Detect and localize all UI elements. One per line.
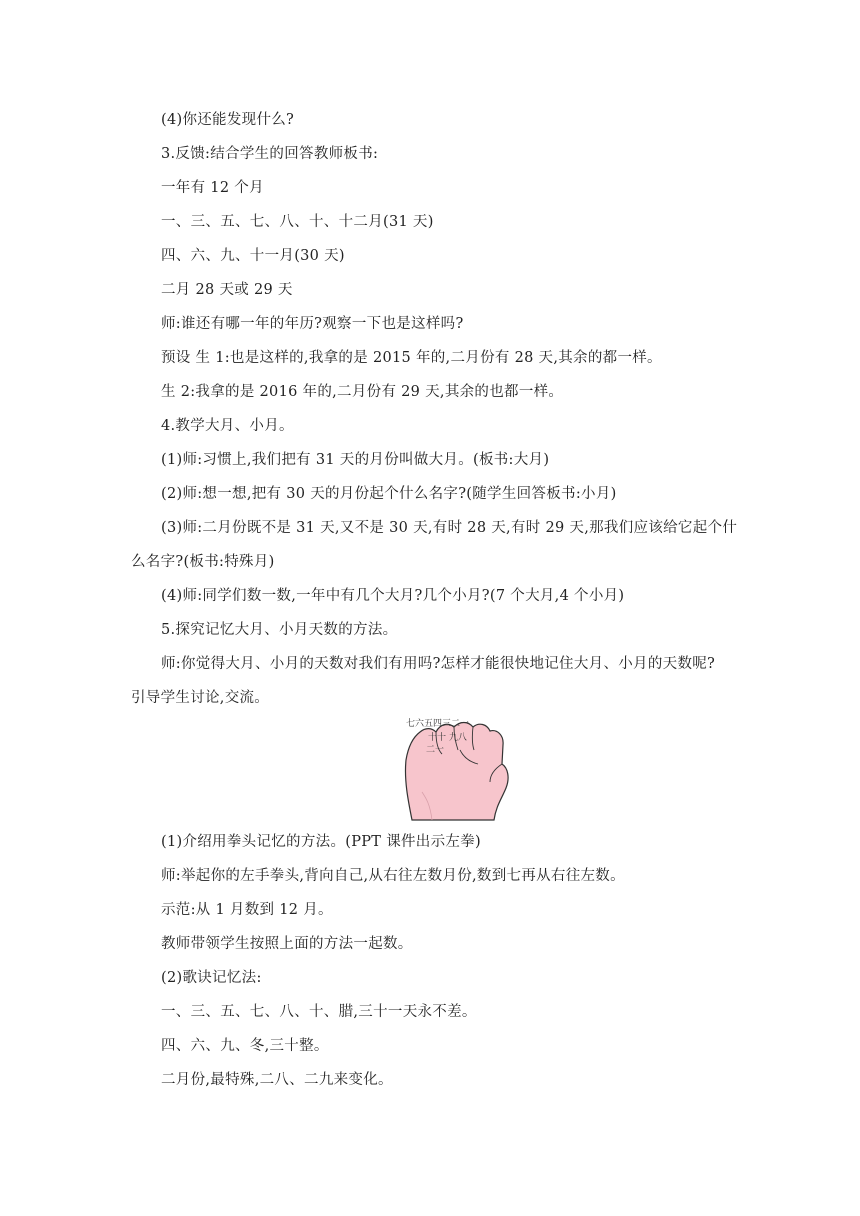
student-line: 生 2:我拿的是 2016 年的,二月份有 29 天,其余的也都一样。 <box>161 384 564 400</box>
question-line: (4)你还能发现什么? <box>161 112 295 128</box>
demo-line: 示范:从 1 月数到 12 月。 <box>161 902 333 918</box>
teacher-line: 师:你觉得大月、小月的天数对我们有用吗?怎样才能很快地记住大月、小月的天数呢? <box>161 656 716 672</box>
method-heading: (1)介绍用拳头记忆的方法。(PPT 课件出示左拳) <box>161 834 481 850</box>
svg-text:七六五四三二一: 七六五四三二一 <box>406 719 470 729</box>
svg-text:二一: 二一 <box>426 745 445 755</box>
student-line: 预设 生 1:也是这样的,我拿的是 2015 年的,二月份有 28 天,其余的都一样。 <box>161 350 662 366</box>
teacher-line: (3)师:二月份既不是 31 天,又不是 30 天,有时 28 天,有时 29 天,那我们应该给它起个什 <box>161 520 738 536</box>
step-heading: 3.反馈:结合学生的回答教师板书: <box>161 146 379 162</box>
teacher-line: 师:谁还有哪一年的年历?观察一下也是这样吗? <box>161 316 464 332</box>
teacher-line: (2)师:想一想,把有 30 天的月份起个什么名字?(随学生回答板书:小月) <box>161 486 617 502</box>
teacher-line-continued: 么名字?(板书:特殊月) <box>131 554 275 570</box>
rhyme-line: 四、六、九、冬,三十整。 <box>161 1038 329 1054</box>
rhyme-line: 一、三、五、七、八、十、腊,三十一天永不差。 <box>161 1004 477 1020</box>
rhyme-line: 二月份,最特殊,二八、二九来变化。 <box>161 1072 393 1088</box>
board-line: 四、六、九、十一月(30 天) <box>161 248 345 264</box>
step-heading: 4.教学大月、小月。 <box>161 418 294 434</box>
left-fist-icon <box>398 712 516 822</box>
teacher-line: (4)师:同学们数一数,一年中有几个大月?几个小月?(7 个大月,4 个小月) <box>161 588 625 604</box>
board-line: 一、三、五、七、八、十、十二月(31 天) <box>161 214 434 230</box>
teacher-line-continued: 引导学生讨论,交流。 <box>131 690 270 706</box>
board-line: 二月 28 天或 29 天 <box>161 282 293 298</box>
board-line: 一年有 12 个月 <box>161 180 264 196</box>
svg-text:十十 九八: 十十 九八 <box>428 733 467 743</box>
instruction-line: 教师带领学生按照上面的方法一起数。 <box>161 936 413 952</box>
teacher-line: (1)师:习惯上,我们把有 31 天的月份叫做大月。(板书:大月) <box>161 452 550 468</box>
step-heading: 5.探究记忆大月、小月天数的方法。 <box>161 622 398 638</box>
teacher-line: 师:举起你的左手拳头,背向自己,从右往左数月份,数到七再从右往左数。 <box>161 868 625 884</box>
left-fist-illustration <box>398 712 516 822</box>
method-heading: (2)歌诀记忆法: <box>161 970 262 986</box>
